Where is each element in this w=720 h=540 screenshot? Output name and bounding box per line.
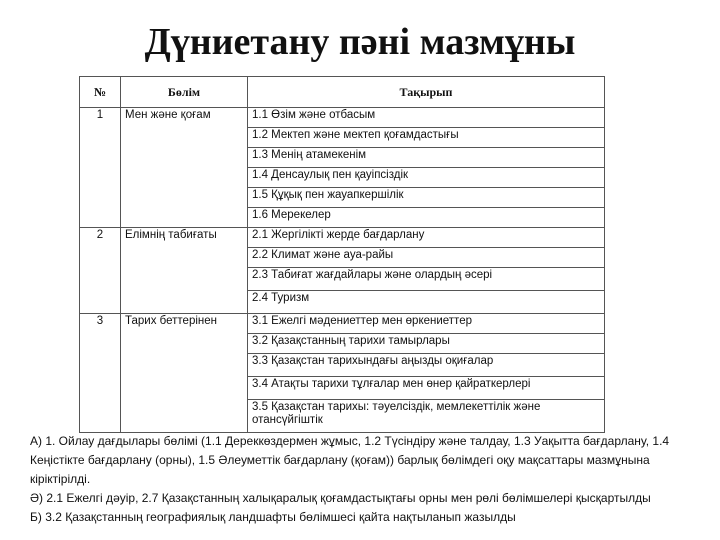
topic-cell: 1.3 Менің атамекенім xyxy=(248,148,605,168)
section-name: Тарих беттерінен xyxy=(121,314,248,433)
table-row xyxy=(80,228,605,248)
header-number: № xyxy=(80,77,121,108)
topic-cell: 3.4 Атақты тарихи тұлғалар мен өнер қайраткерлері xyxy=(248,377,605,400)
notes-block xyxy=(30,432,705,527)
table-header-row xyxy=(80,77,605,108)
table-row xyxy=(80,314,605,334)
topic-cell: 2.3 Табиғат жағдайлары және олардың әсері xyxy=(248,268,605,291)
note-c: Б) 3.2 Қазақстанның географиялық ландшафты бөлімшесі қайта нақтыланып жазылды xyxy=(30,510,516,524)
section-name: Мен және қоғам xyxy=(121,108,248,228)
topic-cell: 2.1 Жергілікті жерде бағдарлану xyxy=(248,228,605,248)
topic-cell: 3.5 Қазақстан тарихы: тәуелсіздік, мемлекеттілік және отансүйгіштік xyxy=(248,400,605,433)
topic-cell: 1.2 Мектеп және мектеп қоғамдастығы xyxy=(248,128,605,148)
section-number: 2 xyxy=(80,228,121,314)
topic-cell: 1.5 Құқық пен жауапкершілік xyxy=(248,188,605,208)
topic-cell: 3.3 Қазақстан тарихындағы аңызды оқиғалар xyxy=(248,354,605,377)
topic-cell: 1.1 Өзім және отбасым xyxy=(248,108,605,128)
topic-cell: 2.2 Климат және ауа-райы xyxy=(248,248,605,268)
note-a: А) 1. Ойлау дағдылары бөлімі (1.1 Дереккөздермен жұмыс, 1.2 Түсіндіру және талдау, 1.3 Уақытта бағдарлану, 1.4 Кеңістікте бағдарлану (орны), 1.5 Әлеуметтік бағдарлану (қоғам)) барлық бөлімдегі оқу мақсаттары мазмұнына кіріктірілді. xyxy=(30,434,670,486)
table-row xyxy=(80,108,605,128)
header-topic: Тақырып xyxy=(248,77,605,108)
section-number: 1 xyxy=(80,108,121,228)
note-b: Ә) 2.1 Ежелгі дәуір, 2.7 Қазақстанның халықаралық қоғамдастықтағы орны мен рөлі бөлімшелері қысқартылды xyxy=(30,491,651,505)
topic-cell: 1.6 Мерекелер xyxy=(248,208,605,228)
section-name: Елімнің табиғаты xyxy=(121,228,248,314)
topic-cell: 3.1 Ежелгі мәдениеттер мен өркениеттер xyxy=(248,314,605,334)
topic-cell: 2.4 Туризм xyxy=(248,291,605,314)
page-title: Дүниетану пәні мазмұны xyxy=(144,21,576,63)
topic-cell: 1.4 Денсаулық пен қауіпсіздік xyxy=(248,168,605,188)
topic-cell: 3.2 Қазақстанның тарихи тамырлары xyxy=(248,334,605,354)
header-section: Бөлім xyxy=(121,77,248,108)
content-table xyxy=(79,76,605,433)
section-number: 3 xyxy=(80,314,121,433)
